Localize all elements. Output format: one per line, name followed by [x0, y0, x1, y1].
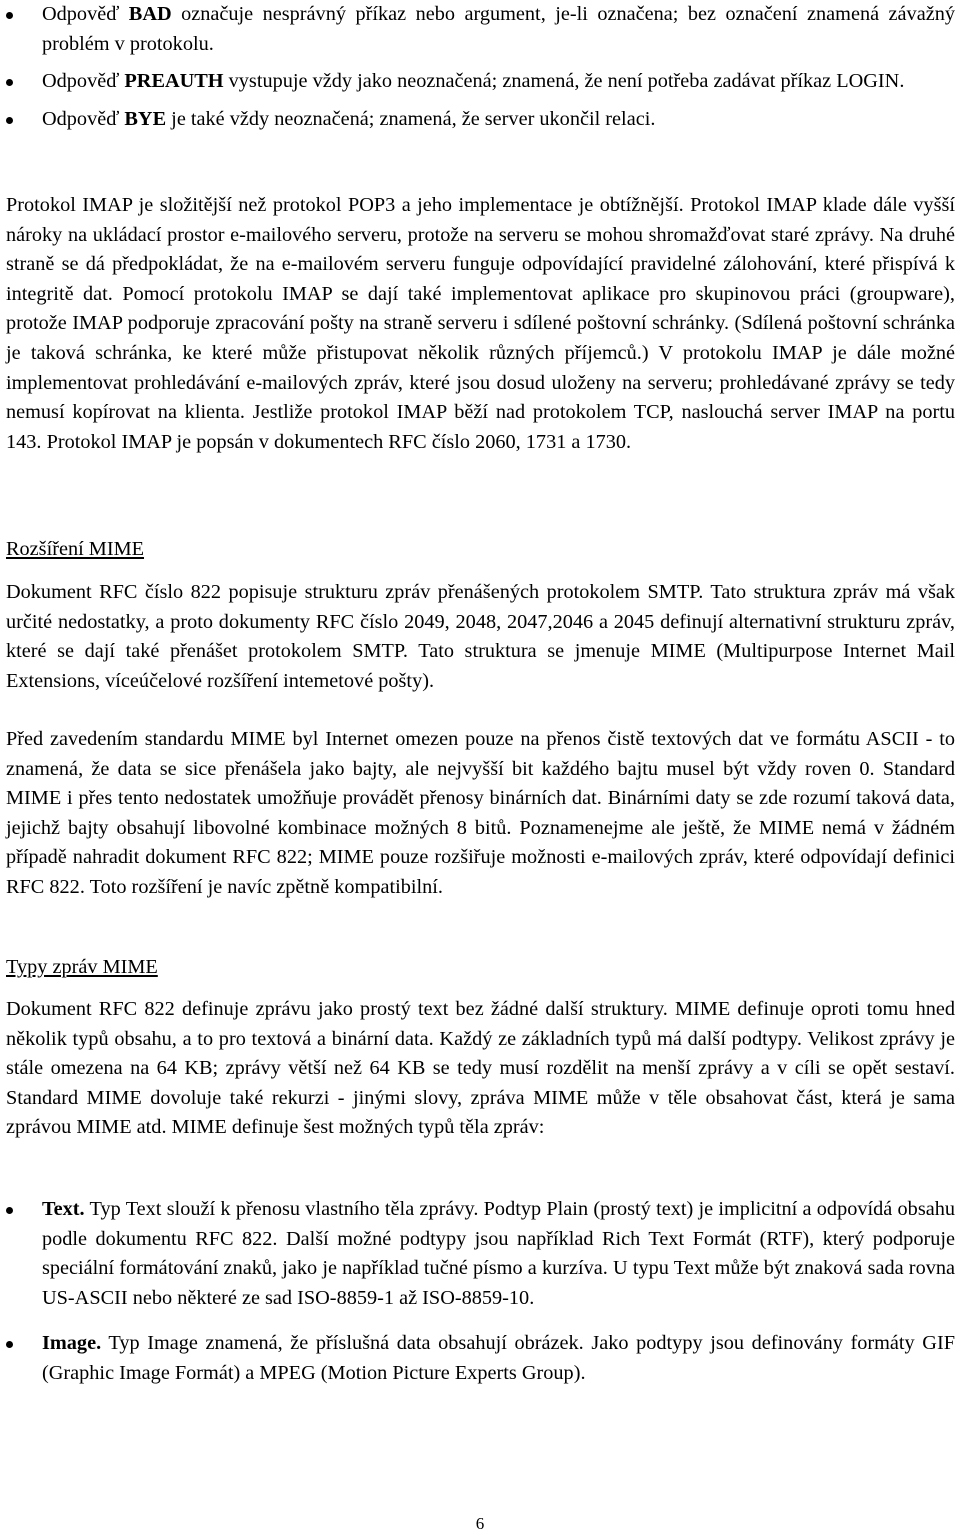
section-heading-mime: Rozšíření MIME	[6, 538, 145, 560]
page-number: 6	[475, 1514, 485, 1533]
list-item-keyword: Image.	[42, 1332, 102, 1355]
body-types-list	[6, 1195, 955, 1405]
mime-paragraph-2: Před zavedením standardu MIME byl Internet omezen pouze na přenos čistě textových dat ve formátu ASCII - to znamená, že data se sice přenášela jako bajty, ale nejvyšší bit každého bajtu musel být vždy roven 0. Standard MIME i přes tento nedostatek umožňuje provádět přenosy binárních dat. Binárními daty se zde rozumí taková data, jejichž bajty obsahují libovolné kombinace možných 8 bitů. Poznamenejme ale ještě, že MIME nemá v žádném případě nahradit dokument RFC 822; MIME pouze rozšiřuje možnosti e-mailových zpráv, které odpovídají definici RFC 822. Toto rozšíření je navíc zpětně kompatibilní.	[6, 728, 955, 898]
list-item	[6, 105, 955, 135]
list-item-lead: Odpověď	[42, 70, 125, 93]
list-item-text: Typ Image znamená, že příslušná data obsahují obrázek. Jako podtypy jsou definovány formáty GIF (Graphic Image Formát) a MPEG (Motion Picture Experts Group).	[42, 1332, 955, 1384]
list-item-keyword: BAD	[128, 3, 172, 25]
list-item-lead: Odpověď	[42, 3, 129, 25]
list-item	[6, 67, 955, 97]
list-item	[6, 0, 955, 59]
list-item	[6, 1195, 955, 1313]
bullet-icon	[6, 117, 13, 124]
list-item-lead: Odpověď	[42, 107, 125, 130]
imap-paragraph: Protokol IMAP je složitější než protokol POP3 a jeho implementace je obtížnější. Protokol IMAP klade dále vyšší nároky na ukládací prostor e-mailového serveru, protože na serveru se mohou shromažďovat staré zprávy. Na druhé straně se dá předpokládat, že na e-mailovém serveru funguje odpovídající pravidelné zálohování, které přispívá k integritě dat. Pomocí protokolu IMAP se dají také implementovat aplikace pro skupinovou práci (groupware), protože IMAP podporuje zpracování pošty na straně serveru i sdílené poštovní schránky. (Sdílená poštovní schránka je taková schránka, ke které může přistupovat několik různých příjemců.) V protokolu IMAP je dále možné implementovat prohledávání e-mailových zpráv, které jsou dosud uloženy na serveru; prohledávané zprávy se tedy nemusí kopírovat na klienta. Jestliže protokol IMAP běží nad protokolem TCP, naslouchá server IMAP na portu 143. Protokol IMAP je popsán v dokumentech RFC číslo 2060, 1731 a 1730.	[6, 194, 955, 453]
types-paragraph: Dokument RFC 822 definuje zprávu jako prostý text bez žádné další struktury. MIME definuje oproti tomu hned několik typů obsahu, a to pro textová a binární data. Každý ze základních typů má další podtypy. Velikost zprávy je stále omezena na 64 KB; zprávy větší než 64 KB se tedy musí rozdělit na menší zprávy a v cíli se opět sestaví. Standard MIME dovoluje také rekurzi - jinými slovy, zpráva MIME může v těle obsahovat část, která je sama zprávou MIME atd. MIME definuje šest možných typů těla zpráv:	[6, 998, 955, 1139]
list-item-text: označuje nesprávný příkaz nebo argument, je-li označena; bez označení znamená závažný problém v protokolu.	[42, 3, 955, 55]
bullet-icon	[6, 79, 13, 86]
list-item-keyword: PREAUTH	[124, 70, 224, 93]
section-heading-types: Typy zpráv MIME	[6, 956, 158, 978]
list-item-keyword: BYE	[124, 107, 167, 130]
bullet-icon	[6, 1207, 13, 1214]
list-item-keyword: Text.	[42, 1198, 85, 1220]
list-item	[6, 1329, 955, 1388]
bullet-icon	[6, 12, 13, 19]
list-item-text: je také vždy neoznačená; znamená, že server ukončil relaci.	[166, 107, 656, 130]
bullet-icon	[6, 1341, 13, 1348]
list-item-text: Typ Text slouží k přenosu vlastního těla zprávy. Podtyp Plain (prostý text) je implicitní a odpovídá obsahu podle dokumentu RFC 822. Další možné podtypy jsou například Rich Text Formát (RTF), který podporuje speciální formátování znaků, jako je například tučné písmo a kurzíva. U typu Text může být znaková sada rovna US-ASCII nebo některé ze sad ISO-8859-1 až ISO-8859-10.	[42, 1198, 955, 1309]
list-item-text: vystupuje vždy jako neoznačená; znamená, že není potřeba zadávat příkaz LOGIN.	[223, 70, 905, 93]
mime-paragraph-1: Dokument RFC číslo 822 popisuje strukturu zpráv přenášených protokolem SMTP. Tato struktura zpráv má však určité nedostatky, a proto dokumenty RFC číslo 2049, 2048, 2047,2046 a 2045 definují alternativní strukturu zpráv, které se dají také přenášet protokolem SMTP. Tato struktura se jmenuje MIME (Multipurpose Internet Mail Extensions, víceúčelové rozšíření intemetové pošty).	[6, 581, 955, 692]
response-list	[6, 0, 955, 142]
